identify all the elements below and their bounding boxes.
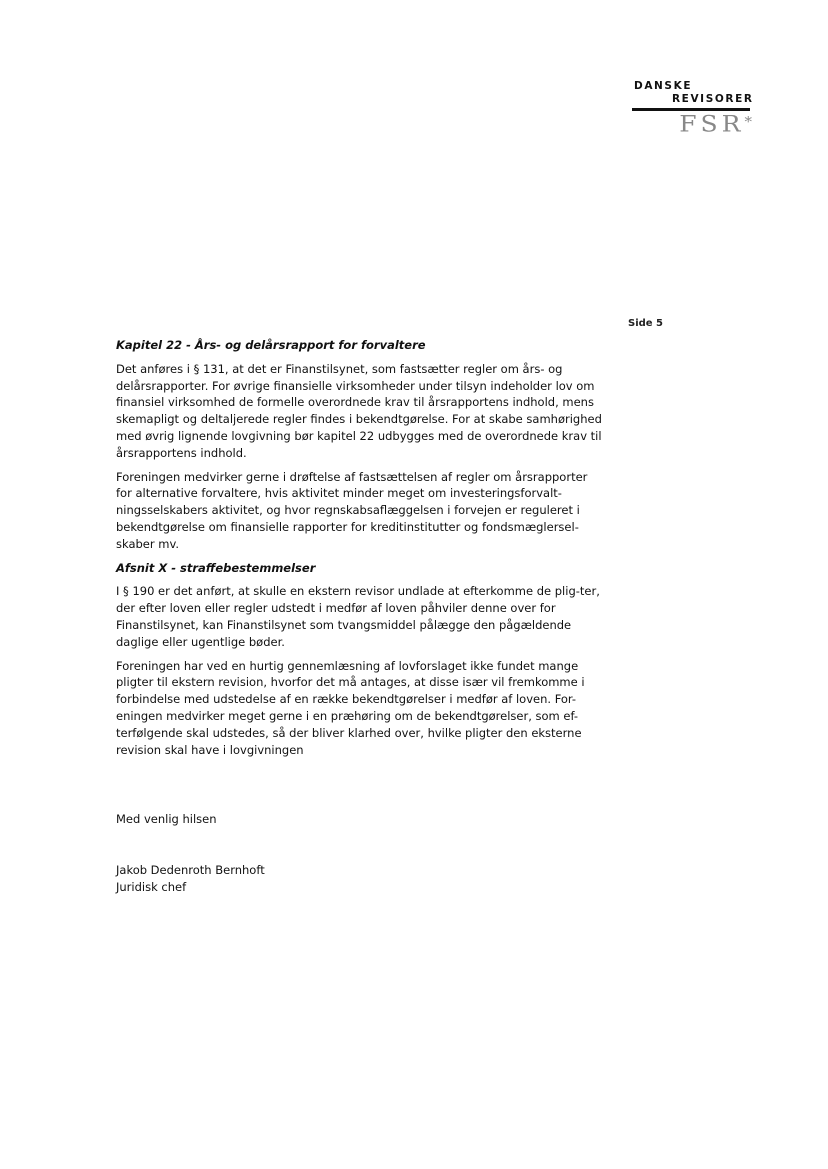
signature-block [116,862,265,896]
closing-salutation: Med venlig hilsen [116,812,217,826]
logo-text-danske: DANSKE [634,80,693,92]
letter-body [116,337,602,765]
fsr-mark-text: FSR [679,111,745,138]
signer-title: Juridisk chef [116,879,187,894]
paragraph: Foreningen har ved en hurtig gennemlæsning af lovforslaget ikke fundet mange pligter til ekstern revision, hvorfor det må antages, at disse især vil fremkomme i forbindelse med udstedelse af en række bekendtgørelser i medfør af loven. For-eningen medvirker meget gerne i en præhøring om de bekendtgørelser, som ef-terfølgende skal udstedes, så der bliver klarhed over, hvilke pligter den eksterne revision skal have i lovgivningen [116,658,585,757]
letterhead-logo [632,80,752,138]
paragraph: Det anføres i § 131, at det er Finanstilsynet, som fastsætter regler om års- og delårsrapporter. For øvrige finansielle virksomheder under tilsyn indeholder lov om finansiel virksomhed de formelle overordnede krav til årsrapportens indhold, mens skemapligt og deltaljerede regler findes i bekendtgørelse. For at skabe samhørighed med øvrig lignende lovgivning bør kapitel 22 udbygges med de overordnede krav til årsrapportens indhold. [116,361,602,460]
logo-text-revisorer: REVISORER [672,93,754,105]
section-heading-afsnit-x: Afsnit X - straffebestemmelser [116,560,316,575]
paragraph: I § 190 er det anført, at skulle en ekstern revisor undlade at efterkomme de plig-ter, der efter loven eller regler udstedt i medfør af loven påhviler denne over for Finanstilsynet, kan Finanstilsynet som tvangsmiddel pålægge den pågældende daglige eller ugentlige bøder. [116,584,600,649]
fsr-star-icon: * [744,113,752,130]
section-heading-kapitel-22: Kapitel 22 - Års- og delårsrapport for forvaltere [116,338,426,352]
page-number: Side 5 [628,318,664,329]
signer-name: Jakob Dedenroth Bernhoft [116,863,265,877]
fsr-logo-mark [632,111,752,138]
paragraph: Foreningen medvirker gerne i drøftelse af fastsættelsen af regler om årsrapporter for alternative forvaltere, hvis aktivitet minder meget om investeringsforvalt-ningsselskabers aktivitet, og hvor regnskabsaflæggelsen i forvejen er reguleret i bekendtgørelse om finansielle rapporter for kreditinstitutter og fondsmæglersel-skaber mv. [116,469,588,551]
